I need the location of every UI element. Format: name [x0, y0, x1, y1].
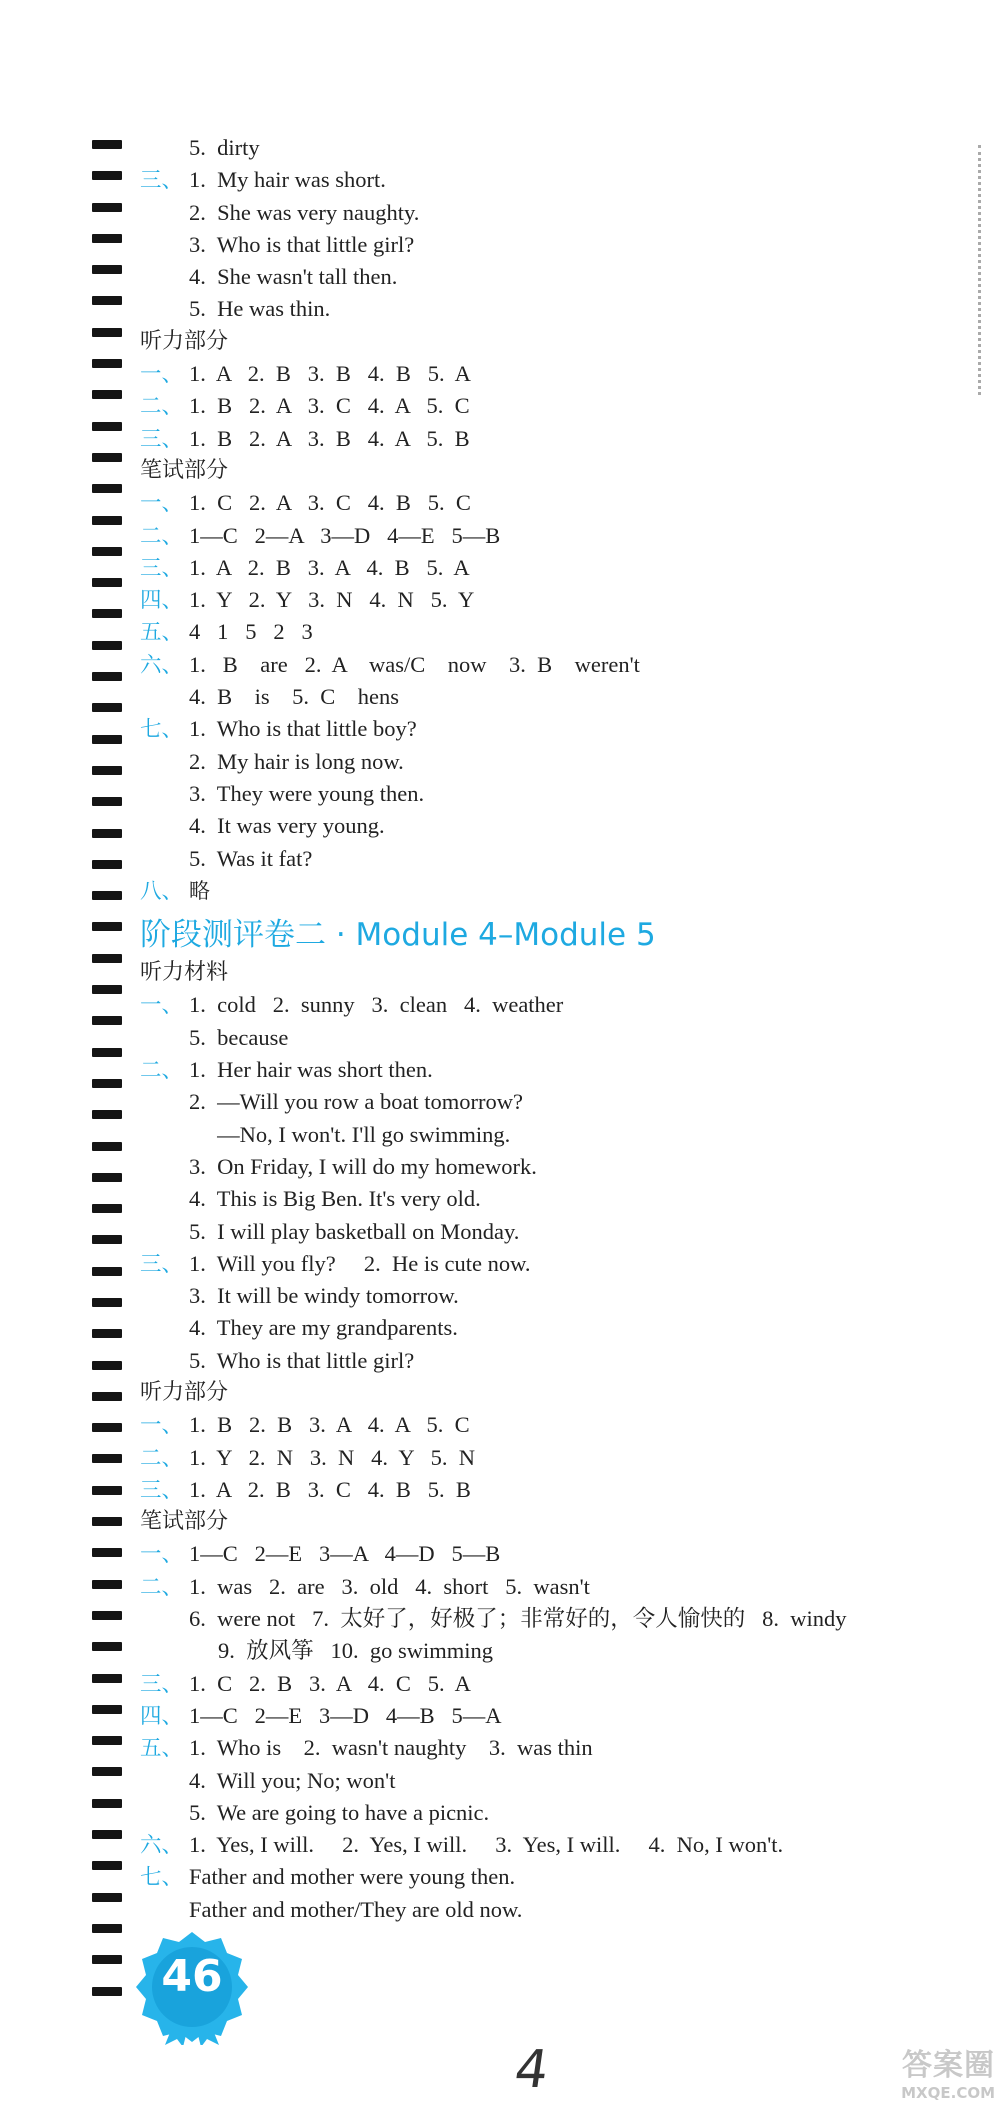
section-number: 七、 — [140, 717, 184, 743]
section-number: 二、 — [140, 1574, 184, 1600]
answer-line: 二、 1. was 2. are 3. old 4. short 5. wasn't — [140, 1571, 990, 1603]
answer-line: 一、 1—C 2—E 3—A 4—D 5—B — [140, 1538, 990, 1570]
answer-line: 4. It was very young. — [189, 813, 385, 839]
answer-line: 5. dirty — [189, 135, 260, 160]
section-number: 三、 — [140, 426, 184, 452]
watermark-logo — [880, 2040, 995, 2102]
section-number: 三、 — [140, 1477, 184, 1503]
answer-line: 七、 Father and mother were young then. — [140, 1861, 990, 1893]
answer-line: 一、 1. B 2. B 3. A 4. A 5. C — [140, 1409, 990, 1441]
section-number: 五、 — [140, 1736, 184, 1762]
answer-line: 二、 1. B 2. A 3. C 4. A 5. C — [140, 390, 990, 422]
answer-line: 3. Who is that little girl? — [189, 231, 415, 257]
answer-line: 三、 1. A 2. B 3. A 4. B 5. A — [140, 552, 990, 584]
section-number: 三、 — [140, 168, 184, 194]
answer-line: 4. B is 5. C hens — [189, 684, 400, 710]
answer-line: 4. This is Big Ben. It's very old. — [189, 1186, 481, 1212]
section-heading: 笔试部分 — [140, 457, 229, 483]
answer-line: 二、 1. Y 2. N 3. N 4. Y 5. N — [140, 1442, 990, 1474]
answer-line: 三、 1. B 2. A 3. B 4. A 5. B — [140, 423, 990, 455]
answer-line: 5. Was it fat? — [189, 845, 313, 871]
section-number: 二、 — [140, 394, 184, 420]
section-heading: 听力部分 — [140, 328, 229, 354]
section-number: 二、 — [140, 1445, 184, 1471]
answer-line: 三、 1. My hair was short. — [140, 164, 990, 196]
answer-line: 9. 放风筝 10. go swimming — [218, 1638, 494, 1664]
answer-line: 3. It will be windy tomorrow. — [189, 1283, 459, 1309]
answer-line: 2. —Will you row a boat tomorrow? — [189, 1089, 524, 1115]
module-title: 阶段测评卷二 · Module 4–Module 5 — [140, 917, 656, 954]
section-number: 三、 — [140, 1671, 184, 1697]
answer-line: Father and mother/They are old now. — [189, 1896, 523, 1922]
answer-line: 五、 4 1 5 2 3 — [140, 616, 990, 648]
answer-line: 二、 1. Her hair was short then. — [140, 1054, 990, 1086]
section-number: 三、 — [140, 1251, 184, 1277]
answer-line: 三、 1. A 2. B 3. C 4. B 5. B — [140, 1474, 990, 1506]
answer-line: 5. We are going to have a picnic. — [189, 1799, 490, 1825]
section-number: 六、 — [140, 1833, 184, 1859]
answer-line: 5. He was thin. — [189, 296, 331, 322]
answer-content — [140, 132, 990, 1926]
section-number: 六、 — [140, 652, 184, 678]
section-number: 一、 — [140, 362, 184, 388]
section-heading: 笔试部分 — [140, 1509, 229, 1535]
answer-line: 4. They are my grandparents. — [189, 1315, 458, 1341]
answer-line: 六、 1. B are 2. A was/C now 3. B weren't — [140, 649, 990, 681]
answer-line: 6. were not 7. 太好了，好极了；非常好的，令人愉快的 8. windy — [189, 1606, 847, 1632]
answer-line: 4. Will you; No; won't — [189, 1767, 396, 1793]
answer-line: 四、 1—C 2—E 3—D 4—B 5—A — [140, 1700, 990, 1732]
handwritten-note: 4 — [510, 2040, 553, 2100]
watermark-text: 答案圈 — [902, 2048, 995, 2083]
answer-line: 一、 1. A 2. B 3. B 4. B 5. A — [140, 358, 990, 390]
answer-line: 4. She wasn't tall then. — [189, 264, 398, 290]
answer-line: 一、 1. C 2. A 3. C 4. B 5. C — [140, 487, 990, 519]
section-heading: 听力材料 — [140, 960, 229, 986]
section-number: 二、 — [140, 1058, 184, 1084]
answer-line: 三、 1. Will you fly? 2. He is cute now. — [140, 1248, 990, 1280]
answer-line: —No, I won't. I'll go swimming. — [189, 1121, 511, 1147]
watermark-url: MXQE.COM — [901, 2084, 995, 2102]
answer-line: 四、 1. Y 2. Y 3. N 4. N 5. Y — [140, 584, 990, 616]
answer-line: 5. Who is that little girl? — [189, 1347, 415, 1373]
answer-line: 三、 1. C 2. B 3. A 4. C 5. A — [140, 1668, 990, 1700]
section-number: 二、 — [140, 523, 184, 549]
section-number: 一、 — [140, 491, 184, 517]
answer-line: 七、 1. Who is that little boy? — [140, 713, 990, 745]
binding-strip — [92, 140, 122, 2018]
answer-line: 3. On Friday, I will do my homework. — [189, 1153, 537, 1179]
section-number: 四、 — [140, 588, 184, 614]
answer-line: 五、 1. Who is 2. wasn't naughty 3. was thin — [140, 1732, 990, 1764]
answer-line: 二、 1—C 2—A 3—D 4—E 5—B — [140, 520, 990, 552]
section-number: 三、 — [140, 555, 184, 581]
answer-line: 5. because — [189, 1024, 289, 1050]
section-number: 一、 — [140, 1413, 184, 1439]
answer-line: 八、 略 — [140, 875, 990, 907]
answer-line: 2. My hair is long now. — [189, 748, 404, 774]
section-number: 一、 — [140, 1542, 184, 1568]
section-number: 四、 — [140, 1703, 184, 1729]
section-number: 一、 — [140, 993, 184, 1019]
answer-line: 一、 1. cold 2. sunny 3. clean 4. weather — [140, 989, 990, 1021]
answer-line: 5. I will play basketball on Monday. — [189, 1218, 520, 1244]
section-number: 八、 — [140, 878, 184, 904]
page-number: 46 — [161, 1951, 223, 2002]
section-number: 七、 — [140, 1865, 184, 1891]
answer-line: 六、 1. Yes, I will. 2. Yes, I will. 3. Yes, I will. 4. No, I won't. — [140, 1829, 990, 1861]
answer-line: 2. She was very naughty. — [189, 199, 420, 225]
section-number: 五、 — [140, 620, 184, 646]
section-heading: 听力部分 — [140, 1379, 229, 1405]
answer-line: 3. They were young then. — [189, 780, 425, 806]
